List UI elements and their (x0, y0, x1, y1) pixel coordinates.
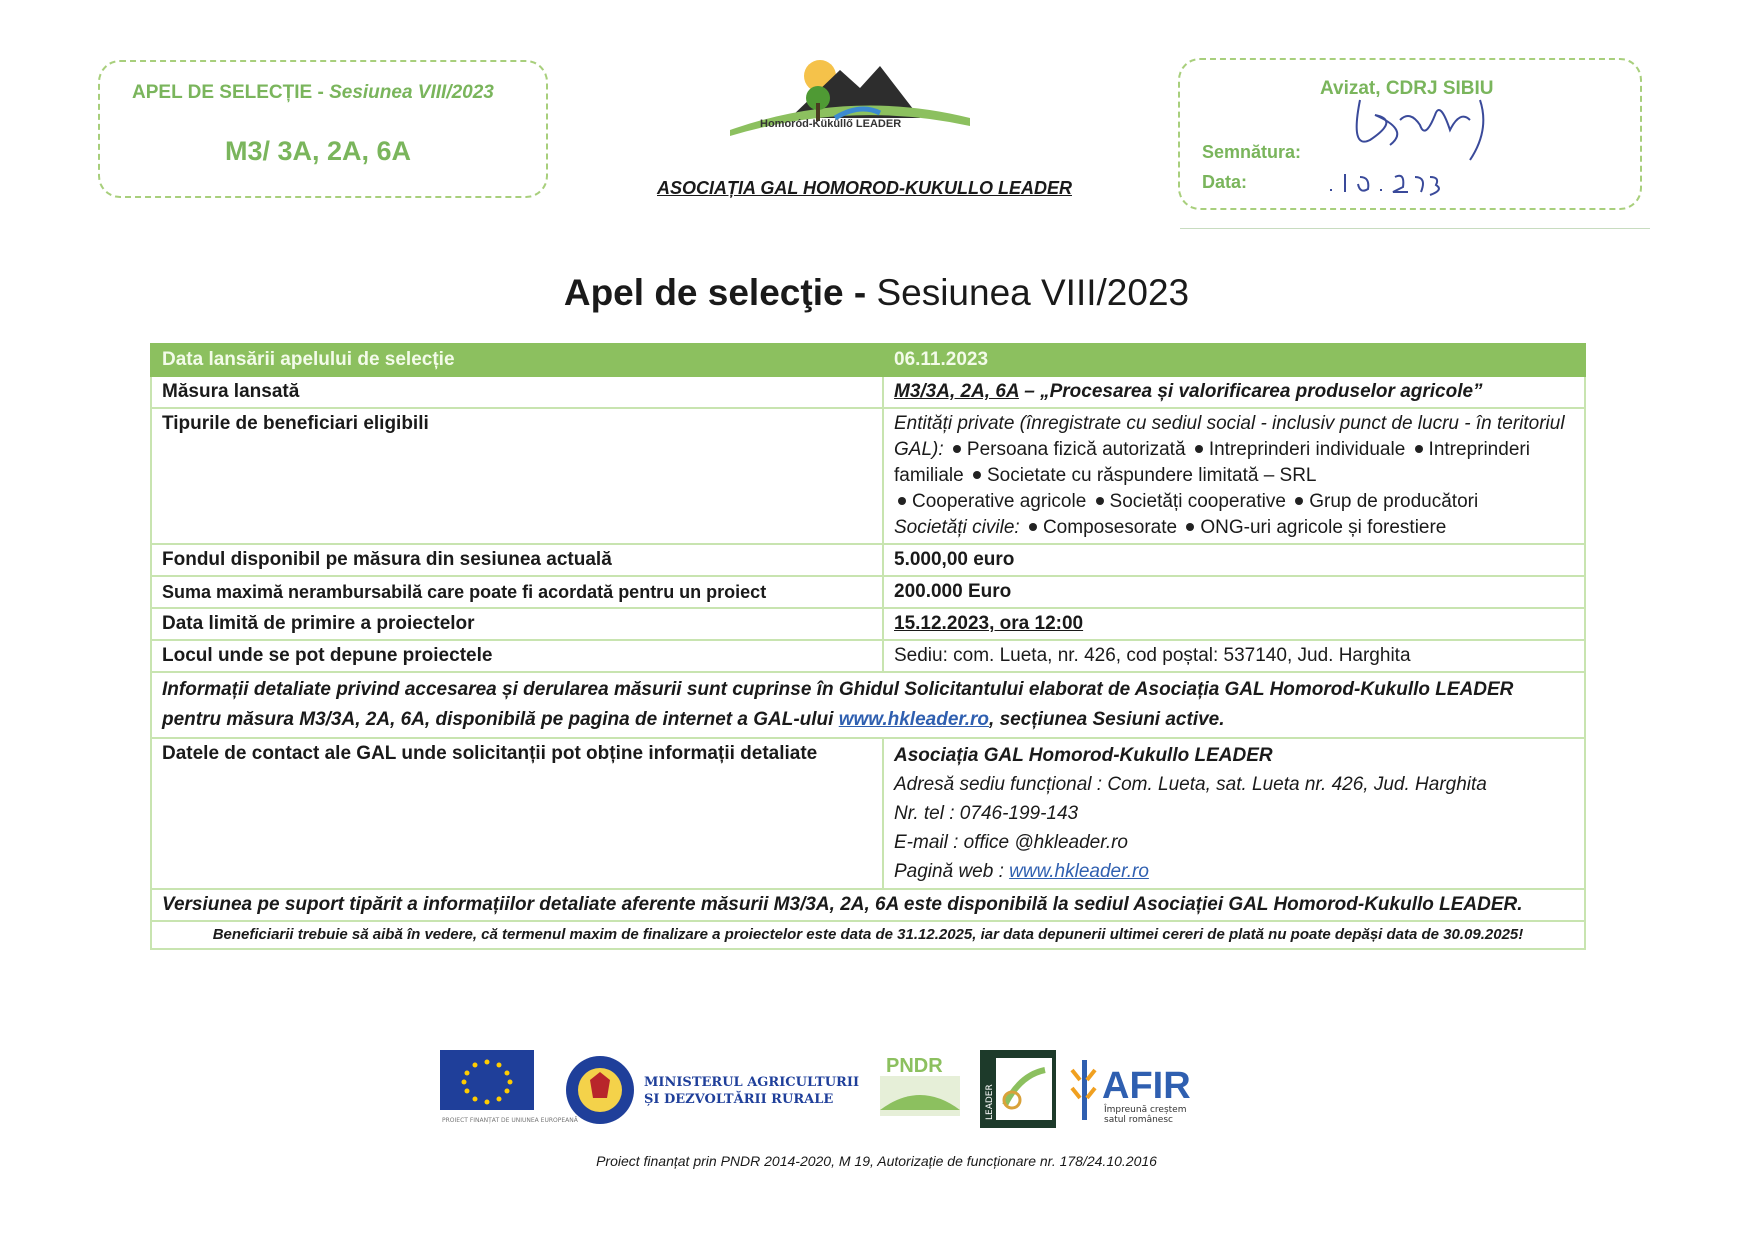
civil-intro: Societăți civile: (894, 517, 1020, 538)
header-session-box (98, 60, 548, 198)
pndr-label: PNDR (886, 1055, 943, 1077)
table-row (151, 408, 1585, 544)
deadline-note: Beneficiarii trebuie să aibă în vedere, că termenul maxim de finalizare a proiectelor este data de 31.12.2025, iar data depunerii ultimei cereri de plată nu poate depăși data de 30.09.2025! (151, 921, 1585, 949)
deadline-value: 15.12.2023, ora 12:00 (883, 608, 1585, 640)
bullet-icon (1195, 445, 1203, 453)
bullet-icon (1295, 497, 1303, 505)
signature-label: Semnătura: (1202, 142, 1302, 162)
ministry-seal-icon (566, 1056, 634, 1124)
table-row (151, 889, 1585, 921)
list-item: Persoana fizică autorizată (966, 439, 1186, 460)
list-item: Intreprinderi familiale (894, 439, 1530, 486)
measure-code: M3/ 3A, 2A, 6A (225, 136, 412, 166)
beneficiaries-value (883, 408, 1585, 544)
max-amount-label: Suma maximă nerambursabilă care poate fi acordată pentru un proiect (151, 576, 883, 608)
contact-value (883, 738, 1585, 889)
call-info-table (150, 343, 1586, 950)
beneficiaries-intro: Entități private (înregistrate cu sediul social - inclusiv punct de lucru - în teritoriul GAL): (894, 413, 1565, 460)
bullet-icon (1415, 445, 1423, 453)
contact-email: E-mail : office @hkleader.ro (894, 832, 1129, 853)
table-row (151, 921, 1585, 949)
max-amount-value: 200.000 Euro (883, 576, 1585, 608)
beneficiaries-label: Tipurile de beneficiari eligibili (151, 408, 883, 544)
list-item: Cooperative agricole (912, 491, 1087, 512)
contact-web-link[interactable]: www.hkleader.ro (1009, 861, 1149, 882)
afir-logo-icon (1072, 1060, 1095, 1120)
contact-org: Asociația GAL Homorod-Kukullo LEADER (894, 745, 1273, 766)
bullet-icon (953, 445, 961, 453)
afir-tagline1: Împreună creștem (1104, 1105, 1187, 1115)
measure-value: M3/3A, 2A, 6A – „Procesarea și valorificarea produselor agricole” (883, 376, 1585, 408)
ministry-line2: ȘI DEZVOLTĂRII RURALE (644, 1092, 834, 1107)
table-row (151, 576, 1585, 608)
session-label: APEL DE SELECȚIE - Sesiunea VIII/2023 (132, 82, 494, 103)
place-label: Locul unde se pot depune proiectele (151, 640, 883, 672)
bullet-icon (973, 471, 981, 479)
table-row (151, 608, 1585, 640)
website-link[interactable]: www.hkleader.ro (838, 709, 990, 730)
list-item: Composesorate (1042, 517, 1178, 538)
place-value: Sediu: com. Lueta, nr. 426, cod poștal: 537140, Jud. Harghita (883, 640, 1585, 672)
handwritten-signature-icon (1330, 70, 1530, 220)
bullet-icon (1029, 523, 1037, 531)
bullet-icon (1096, 497, 1104, 505)
eu-caption: PROIECT FINANȚAT DE UNIUNEA EUROPEANĂ (442, 1117, 578, 1124)
contact-address: Adresă sediu funcțional : Com. Lueta, sat. Lueta nr. 426, Jud. Harghita (894, 774, 1487, 795)
table-row (151, 544, 1585, 576)
launch-date-label: Data lansării apelului de selecție (151, 344, 883, 376)
association-name: ASOCIAȚIA GAL HOMOROD-KUKULLO LEADER (657, 178, 1072, 198)
header-separator (1180, 228, 1650, 229)
list-item: ONG-uri agricole și forestiere (1200, 517, 1447, 538)
table-row (151, 344, 1585, 376)
bullet-icon (898, 497, 906, 505)
leader-label: LEADER (985, 1084, 995, 1120)
launch-date-value: 06.11.2023 (883, 344, 1585, 376)
contact-web: Pagină web : www.hkleader.ro (894, 861, 1149, 882)
table-row (151, 376, 1585, 408)
detailed-info: Informații detaliate privind accesarea și derularea măsurii sunt cuprinse în Ghidul Solicitantului elaborat de Asociația GAL Homorod-Kukullo LEADER pentru măsura M3/3A, 2A, 6A, disponibilă pe pagina de internet a GAL-ului www.hkleader.ro, secțiunea Sesiuni active. (151, 672, 1585, 738)
afir-label: AFIR (1102, 1065, 1191, 1107)
fund-label: Fondul disponibil pe măsura din sesiunea actuală (151, 544, 883, 576)
page-title: Apel de selecţie - Sesiunea VIII/2023 (563, 272, 1190, 313)
list-item: Grup de producători (1309, 491, 1479, 512)
measure-label: Măsura lansată (151, 376, 883, 408)
deadline-label: Data limită de primire a proiectelor (151, 608, 883, 640)
pndr-logo-icon (880, 1076, 960, 1116)
list-item: Societăți cooperative (1109, 491, 1286, 512)
afir-tagline2: satul românesc (1104, 1115, 1173, 1125)
table-row (151, 672, 1585, 738)
print-version-note: Versiunea pe suport tipărit a informațiilor detaliate aferente măsurii M3/3A, 2A, 6A este disponibilă la sediul Asociației GAL Homorod-Kukullo LEADER. (151, 889, 1585, 921)
logo-caption: Homoród-Küküllő LEADER (760, 118, 902, 130)
funding-footer: Proiect finanțat prin PNDR 2014-2020, M 19, Autorizație de funcționare nr. 178/24.10.2016 (596, 1153, 1157, 1169)
list-item: Intreprinderi individuale (1208, 439, 1406, 460)
bullet-icon (1186, 523, 1194, 531)
fund-value: 5.000,00 euro (883, 544, 1585, 576)
eu-flag-icon (440, 1050, 534, 1110)
table-row (151, 738, 1585, 889)
approval-label: Avizat, CDRJ SIBIU (1320, 78, 1494, 99)
table-row (151, 640, 1585, 672)
contact-phone: Nr. tel : 0746-199-143 (894, 803, 1079, 824)
date-label: Data: (1202, 172, 1248, 192)
list-item: Societate cu răspundere limitată – SRL (986, 465, 1317, 486)
sponsor-logos (440, 1050, 1340, 1170)
ministry-line1: MINISTERUL AGRICULTURII (644, 1075, 860, 1090)
contact-label: Datele de contact ale GAL unde solicitanții pot obține informații detaliate (151, 738, 883, 889)
